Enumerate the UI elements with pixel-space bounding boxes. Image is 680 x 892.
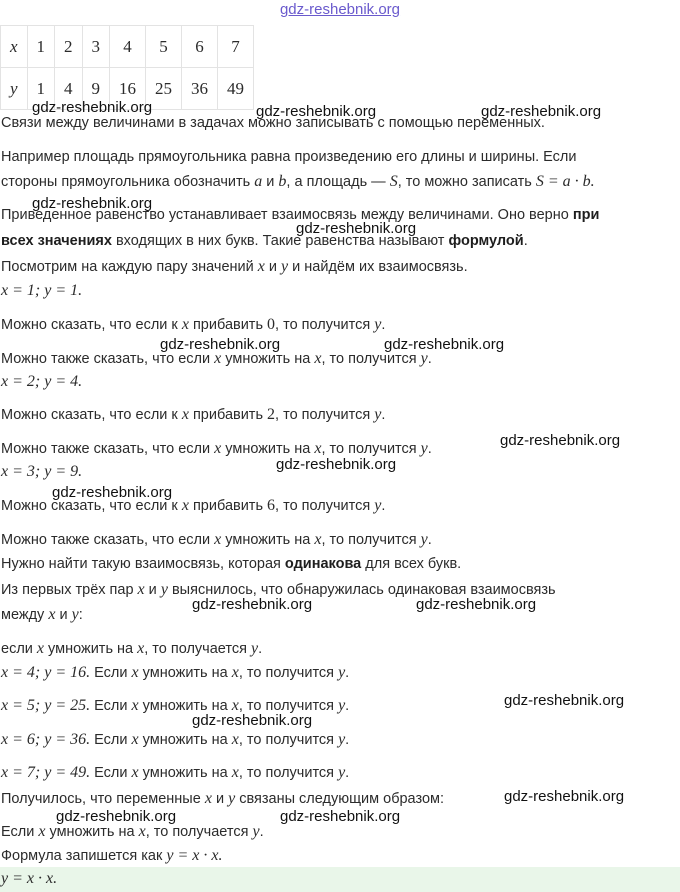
table-cell: 2: [55, 26, 83, 68]
watermark-top-link[interactable]: gdz-reshebnik.org: [279, 1, 401, 18]
table-header-y: y: [1, 68, 28, 110]
watermark: gdz-reshebnik.org: [256, 103, 377, 120]
pair-1: x = 1; y = 1.: [1, 282, 83, 299]
watermark: gdz-reshebnik.org: [160, 336, 281, 353]
paragraph-line: Посмотрим на каждую пару значений x и y и найдём их взаимосвязь.: [1, 258, 468, 275]
watermark: gdz-reshebnik.org: [504, 692, 625, 709]
example-line-1: Например площадь прямоугольника равна произведению его длины и ширины. Если: [1, 149, 577, 165]
watermark: gdz-reshebnik.org: [192, 596, 313, 613]
pair-4: x = 4; y = 16. Если x умножить на x, то получится y.: [1, 664, 350, 681]
example-line-2: стороны прямоугольника обозначить a и b, а площадь — S, то можно записать S = a · b.: [1, 173, 595, 190]
watermark: gdz-reshebnik.org: [481, 103, 602, 120]
table-cell: 9: [82, 68, 110, 110]
paragraph-line: всех значениях входящих в них букв. Такие равенства называют формулой.: [1, 233, 528, 249]
table-cell: 16: [110, 68, 146, 110]
pair-5: x = 5; y = 25. Если x умножить на x, то получится y.: [1, 697, 350, 714]
xy-table: [0, 25, 254, 110]
pair-6: x = 6; y = 36. Если x умножить на x, то получится y.: [1, 731, 350, 748]
intro-line: Связи между величинами в задачах можно записывать с помощью переменных.: [1, 115, 545, 131]
paragraph-line: Из первых трёх пар x и y выяснилось, что обнаружилась одинаковая взаимосвязь: [1, 581, 556, 598]
table-cell: 36: [182, 68, 218, 110]
pair-2: x = 2; y = 4.: [1, 373, 83, 390]
final-formula-highlight: [0, 867, 680, 892]
paragraph-line: между x и y:: [1, 606, 83, 623]
add-line-2: Можно сказать, что если к x прибавить 2, то получится y.: [1, 406, 386, 423]
watermark: gdz-reshebnik.org: [56, 808, 177, 825]
final-formula: y = x · x.: [1, 870, 58, 887]
watermark: gdz-reshebnik.org: [32, 99, 153, 116]
table-row: [1, 26, 254, 68]
paragraph-line: Приведенное равенство устанавливает взаимосвязь между величинами. Оно верно при: [1, 207, 600, 223]
table-cell: 6: [182, 26, 218, 68]
table-cell: 5: [146, 26, 182, 68]
pair-7: x = 7; y = 49. Если x умножить на x, то получится y.: [1, 764, 350, 781]
table-cell: 4: [110, 26, 146, 68]
table-cell: 1: [27, 68, 55, 110]
table-cell: 7: [218, 26, 254, 68]
watermark: gdz-reshebnik.org: [296, 220, 417, 237]
rule-line: если x умножить на x, то получается y.: [1, 640, 263, 657]
watermark: gdz-reshebnik.org: [192, 712, 313, 729]
watermark: gdz-reshebnik.org: [500, 432, 621, 449]
watermark: gdz-reshebnik.org: [416, 596, 537, 613]
mul-line-2: Можно также сказать, что если x умножить на x, то получится y.: [1, 440, 432, 457]
add-line-3: Можно сказать, что если к x прибавить 6, то получится y.: [1, 497, 386, 514]
paragraph-line: Нужно найти такую взаимосвязь, которая одинакова для всех букв.: [1, 556, 462, 572]
watermark: gdz-reshebnik.org: [384, 336, 505, 353]
table-cell: 49: [218, 68, 254, 110]
mul-line-1: Можно также сказать, что если x умножить на x, то получится y.: [1, 350, 432, 367]
add-line-1: Можно сказать, что если к x прибавить 0, то получится y.: [1, 316, 386, 333]
pair-3: x = 3; y = 9.: [1, 463, 83, 480]
watermark: gdz-reshebnik.org: [504, 788, 625, 805]
table-cell: 25: [146, 68, 182, 110]
table-cell: 1: [27, 26, 55, 68]
watermark: gdz-reshebnik.org: [276, 456, 397, 473]
result-line: Получилось, что переменные x и y связаны следующим образом:: [1, 790, 445, 807]
formula-line: Формула запишется как y = x · x.: [1, 847, 223, 864]
table-cell: 4: [55, 68, 83, 110]
watermark: gdz-reshebnik.org: [280, 808, 401, 825]
mul-line-3: Можно также сказать, что если x умножить на x, то получится y.: [1, 531, 432, 548]
result-rule-line: Если x умножить на x, то получается y.: [1, 823, 264, 840]
watermark: gdz-reshebnik.org: [52, 484, 173, 501]
table-header-x: x: [1, 26, 28, 68]
table-cell: 3: [82, 26, 110, 68]
watermark: gdz-reshebnik.org: [32, 195, 153, 212]
